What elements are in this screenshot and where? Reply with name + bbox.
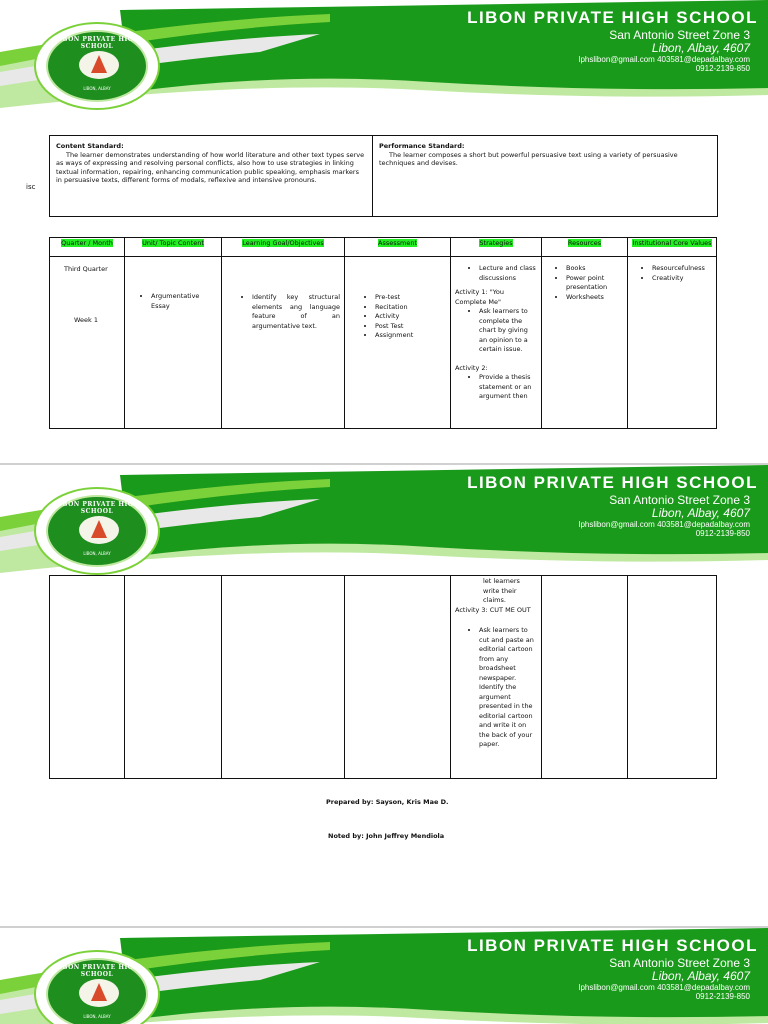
table-row xyxy=(50,576,717,779)
school-contact-phone: 0912-2139-850 xyxy=(695,529,750,538)
strategy-continuation: let learners write their claims. xyxy=(483,577,520,604)
activity-2-title: Activity 2: xyxy=(455,363,488,372)
logo-text: LIBON PRIVATE HIGH SCHOOL xyxy=(54,36,140,50)
school-address-line1: San Antonio Street Zone 3 xyxy=(609,956,750,970)
school-name: LIBON PRIVATE HIGH SCHOOL xyxy=(467,936,758,955)
page-3 xyxy=(0,928,768,1024)
week-label: Week 1 xyxy=(74,315,99,324)
performance-standard-text: The learner composes a short but powerful persuasive text using a variety of persuasive techniques and devises. xyxy=(379,150,678,167)
list-item: • Provide a thesis statement or an argument then xyxy=(479,373,537,402)
list-item: • Argumentative Essay xyxy=(151,292,217,311)
assessment-cell xyxy=(345,257,451,429)
performance-standard-cell xyxy=(373,136,718,217)
activity-1-title: Activity 1: "You Complete Me" xyxy=(455,288,504,306)
lesson-plan-table xyxy=(49,237,717,429)
header-cell: Strategies xyxy=(451,238,542,257)
strategies-cell xyxy=(451,576,542,779)
assessment-cell xyxy=(345,576,451,779)
list-item: • Resourcefulness xyxy=(652,264,712,274)
list-item: • Books xyxy=(566,264,623,274)
school-address-line2: Libon, Albay, 4607 xyxy=(651,41,750,55)
list-item: • Recitation xyxy=(375,303,446,313)
logo-text: LIBON PRIVATE HIGH SCHOOL xyxy=(54,501,140,515)
logo-text: LIBON PRIVATE HIGH SCHOOL xyxy=(54,964,140,978)
logo-subtext: LIBON, ALBAY xyxy=(83,1014,111,1019)
content-standard-text: The learner demonstrates understanding of how world literature and other text types serve as ways of expressing and resolving personal conflicts, also how to use strategies in linking textual information, repairing, enhancing communication public speaking, emphasis markers in persuasive texts, different forms of modals, reflexive and intensive pronouns. xyxy=(56,150,365,184)
list-item: • Creativity xyxy=(652,274,712,284)
logo-subtext: LIBON, ALBAY xyxy=(83,86,111,91)
header-cell: Unit/ Topic Content xyxy=(125,238,222,257)
goal-cell xyxy=(222,576,345,779)
list-item: • Ask learners to complete the chart by giving an opinion to a certain issue. xyxy=(479,307,537,355)
values-cell xyxy=(628,576,717,779)
school-name: LIBON PRIVATE HIGH SCHOOL xyxy=(467,473,758,492)
school-address-line1: San Antonio Street Zone 3 xyxy=(609,28,750,42)
letterhead-banner xyxy=(0,928,768,1024)
school-logo xyxy=(36,489,158,573)
content-standard-cell xyxy=(50,136,373,217)
quarter-cell xyxy=(50,257,125,429)
resources-cell xyxy=(542,576,628,779)
school-name: LIBON PRIVATE HIGH SCHOOL xyxy=(467,8,758,27)
content-standard-label: Content Standard: xyxy=(56,142,124,150)
table-row xyxy=(50,257,717,429)
school-contact-email: lphslibon@gmail.com 403581@depadalbay.com xyxy=(578,983,750,992)
letterhead-banner xyxy=(0,465,768,577)
list-item: • Pre-test xyxy=(375,293,446,303)
letterhead-banner xyxy=(0,0,768,112)
school-contact-email: lphslibon@gmail.com 403581@depadalbay.com xyxy=(578,520,750,529)
list-item: • Lecture and class discussions xyxy=(479,264,537,283)
school-address-line2: Libon, Albay, 4607 xyxy=(651,969,750,983)
school-contact-phone: 0912-2139-850 xyxy=(695,64,750,73)
header-cell: Institutional Core Values xyxy=(628,238,717,257)
list-item: • Worksheets xyxy=(566,293,623,303)
list-item: • Activity xyxy=(375,312,446,322)
activity-3-title: Activity 3: CUT ME OUT xyxy=(455,605,531,614)
resources-cell xyxy=(542,257,628,429)
list-item: • Ask learners to cut and paste an editorial cartoon from any broadsheet newspaper. Identify the argument presented in the editorial cartoon and write it on the back of your paper. xyxy=(479,626,537,750)
goal-cell xyxy=(222,257,345,429)
quarter-label: Third Quarter xyxy=(64,265,108,273)
standards-table xyxy=(49,135,718,217)
school-address-line2: Libon, Albay, 4607 xyxy=(651,506,750,520)
topic-cell xyxy=(125,576,222,779)
noted-by: Noted by: John Jeffrey Mendiola xyxy=(328,832,445,840)
topic-cell xyxy=(125,257,222,429)
prepared-by: Prepared by: Sayson, Kris Mae D. xyxy=(326,798,449,806)
list-item: • Assignment xyxy=(375,331,446,341)
values-cell xyxy=(628,257,717,429)
performance-standard-label: Performance Standard: xyxy=(379,142,465,150)
page-2 xyxy=(0,465,768,928)
logo-subtext: LIBON, ALBAY xyxy=(83,551,111,556)
list-item: • Post Test xyxy=(375,322,446,332)
school-contact-email: lphslibon@gmail.com 403581@depadalbay.com xyxy=(578,55,750,64)
school-logo xyxy=(36,24,158,108)
header-cell: Quarter / Month xyxy=(50,238,125,257)
list-item: • Power point presentation xyxy=(566,274,623,293)
table-header-row xyxy=(50,238,717,257)
school-address-line1: San Antonio Street Zone 3 xyxy=(609,493,750,507)
page-1 xyxy=(0,0,768,465)
list-item: • Identify key structural elements ang language feature of an argumentative text. xyxy=(252,293,340,331)
strategies-cell xyxy=(451,257,542,429)
quarter-cell xyxy=(50,576,125,779)
lesson-plan-table-continued xyxy=(49,575,717,779)
header-cell: Assessment xyxy=(345,238,451,257)
margin-note: isc xyxy=(26,183,36,191)
header-cell: Learning Goal/Objectives xyxy=(222,238,345,257)
school-contact-phone: 0912-2139-850 xyxy=(695,992,750,1001)
header-cell: Resources xyxy=(542,238,628,257)
